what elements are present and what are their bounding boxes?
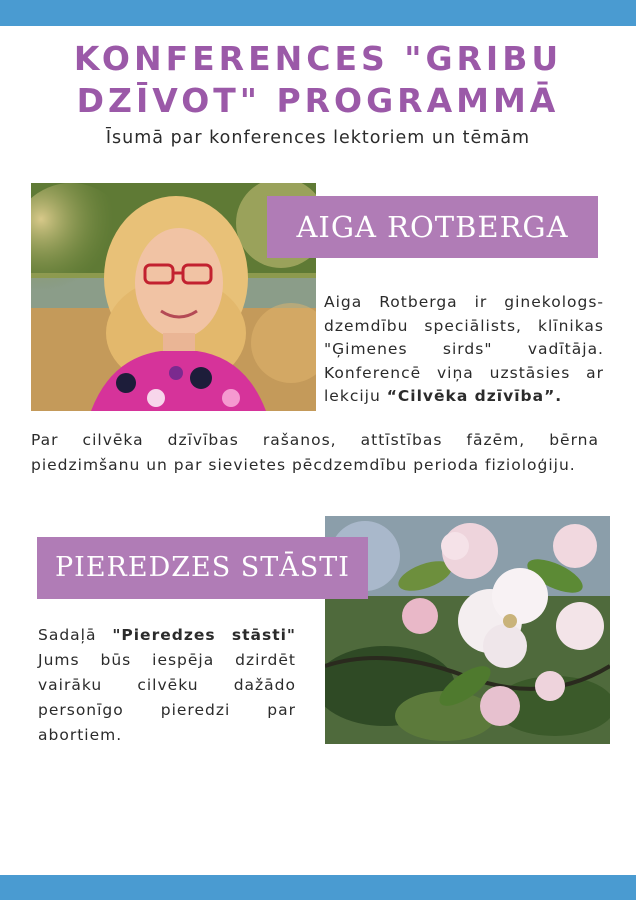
page-subtitle: Īsumā par konferences lektoriem un tēmām (105, 128, 531, 148)
top-accent-bar (0, 0, 636, 26)
section-text-bold: "Pieredzes stāsti" (112, 626, 296, 644)
speaker-lecture-title: “Cilvēka dzīvība”. (386, 387, 563, 405)
section-description (38, 623, 296, 748)
speaker-bio (324, 291, 604, 409)
page-title (0, 38, 636, 122)
page-title-line-2: DZĪVOT" PROGRAMMĀ (76, 81, 560, 120)
speaker-topic: Par cilvēka dzīvības rašanos, attīstības fāzēm, bērna piedzimšanu un par sievietes pēcdzemdību perioda fizioloģiju. (31, 431, 599, 474)
section-text-suffix: Jums būs iespēja dzirdēt vairāku cilvēku dažādo personīgo pieredzi par abortiem. (38, 651, 296, 744)
bottom-accent-bar (0, 875, 636, 900)
speaker-bio-text: Aiga Rotberga ir ginekologs-dzemdību speciālists, klīnikas "Ģimenes sirds" vadītāja. Konferencē viņa uzstāsies ar lekciju (324, 293, 604, 405)
page-title-line-1: KONFERENCES "GRIBU (73, 39, 563, 78)
section-text-prefix: Sadaļā (38, 626, 113, 644)
speaker-name-banner: AIGA ROTBERGA (267, 196, 598, 258)
section-banner: PIEREDZES STĀSTI (37, 537, 368, 599)
